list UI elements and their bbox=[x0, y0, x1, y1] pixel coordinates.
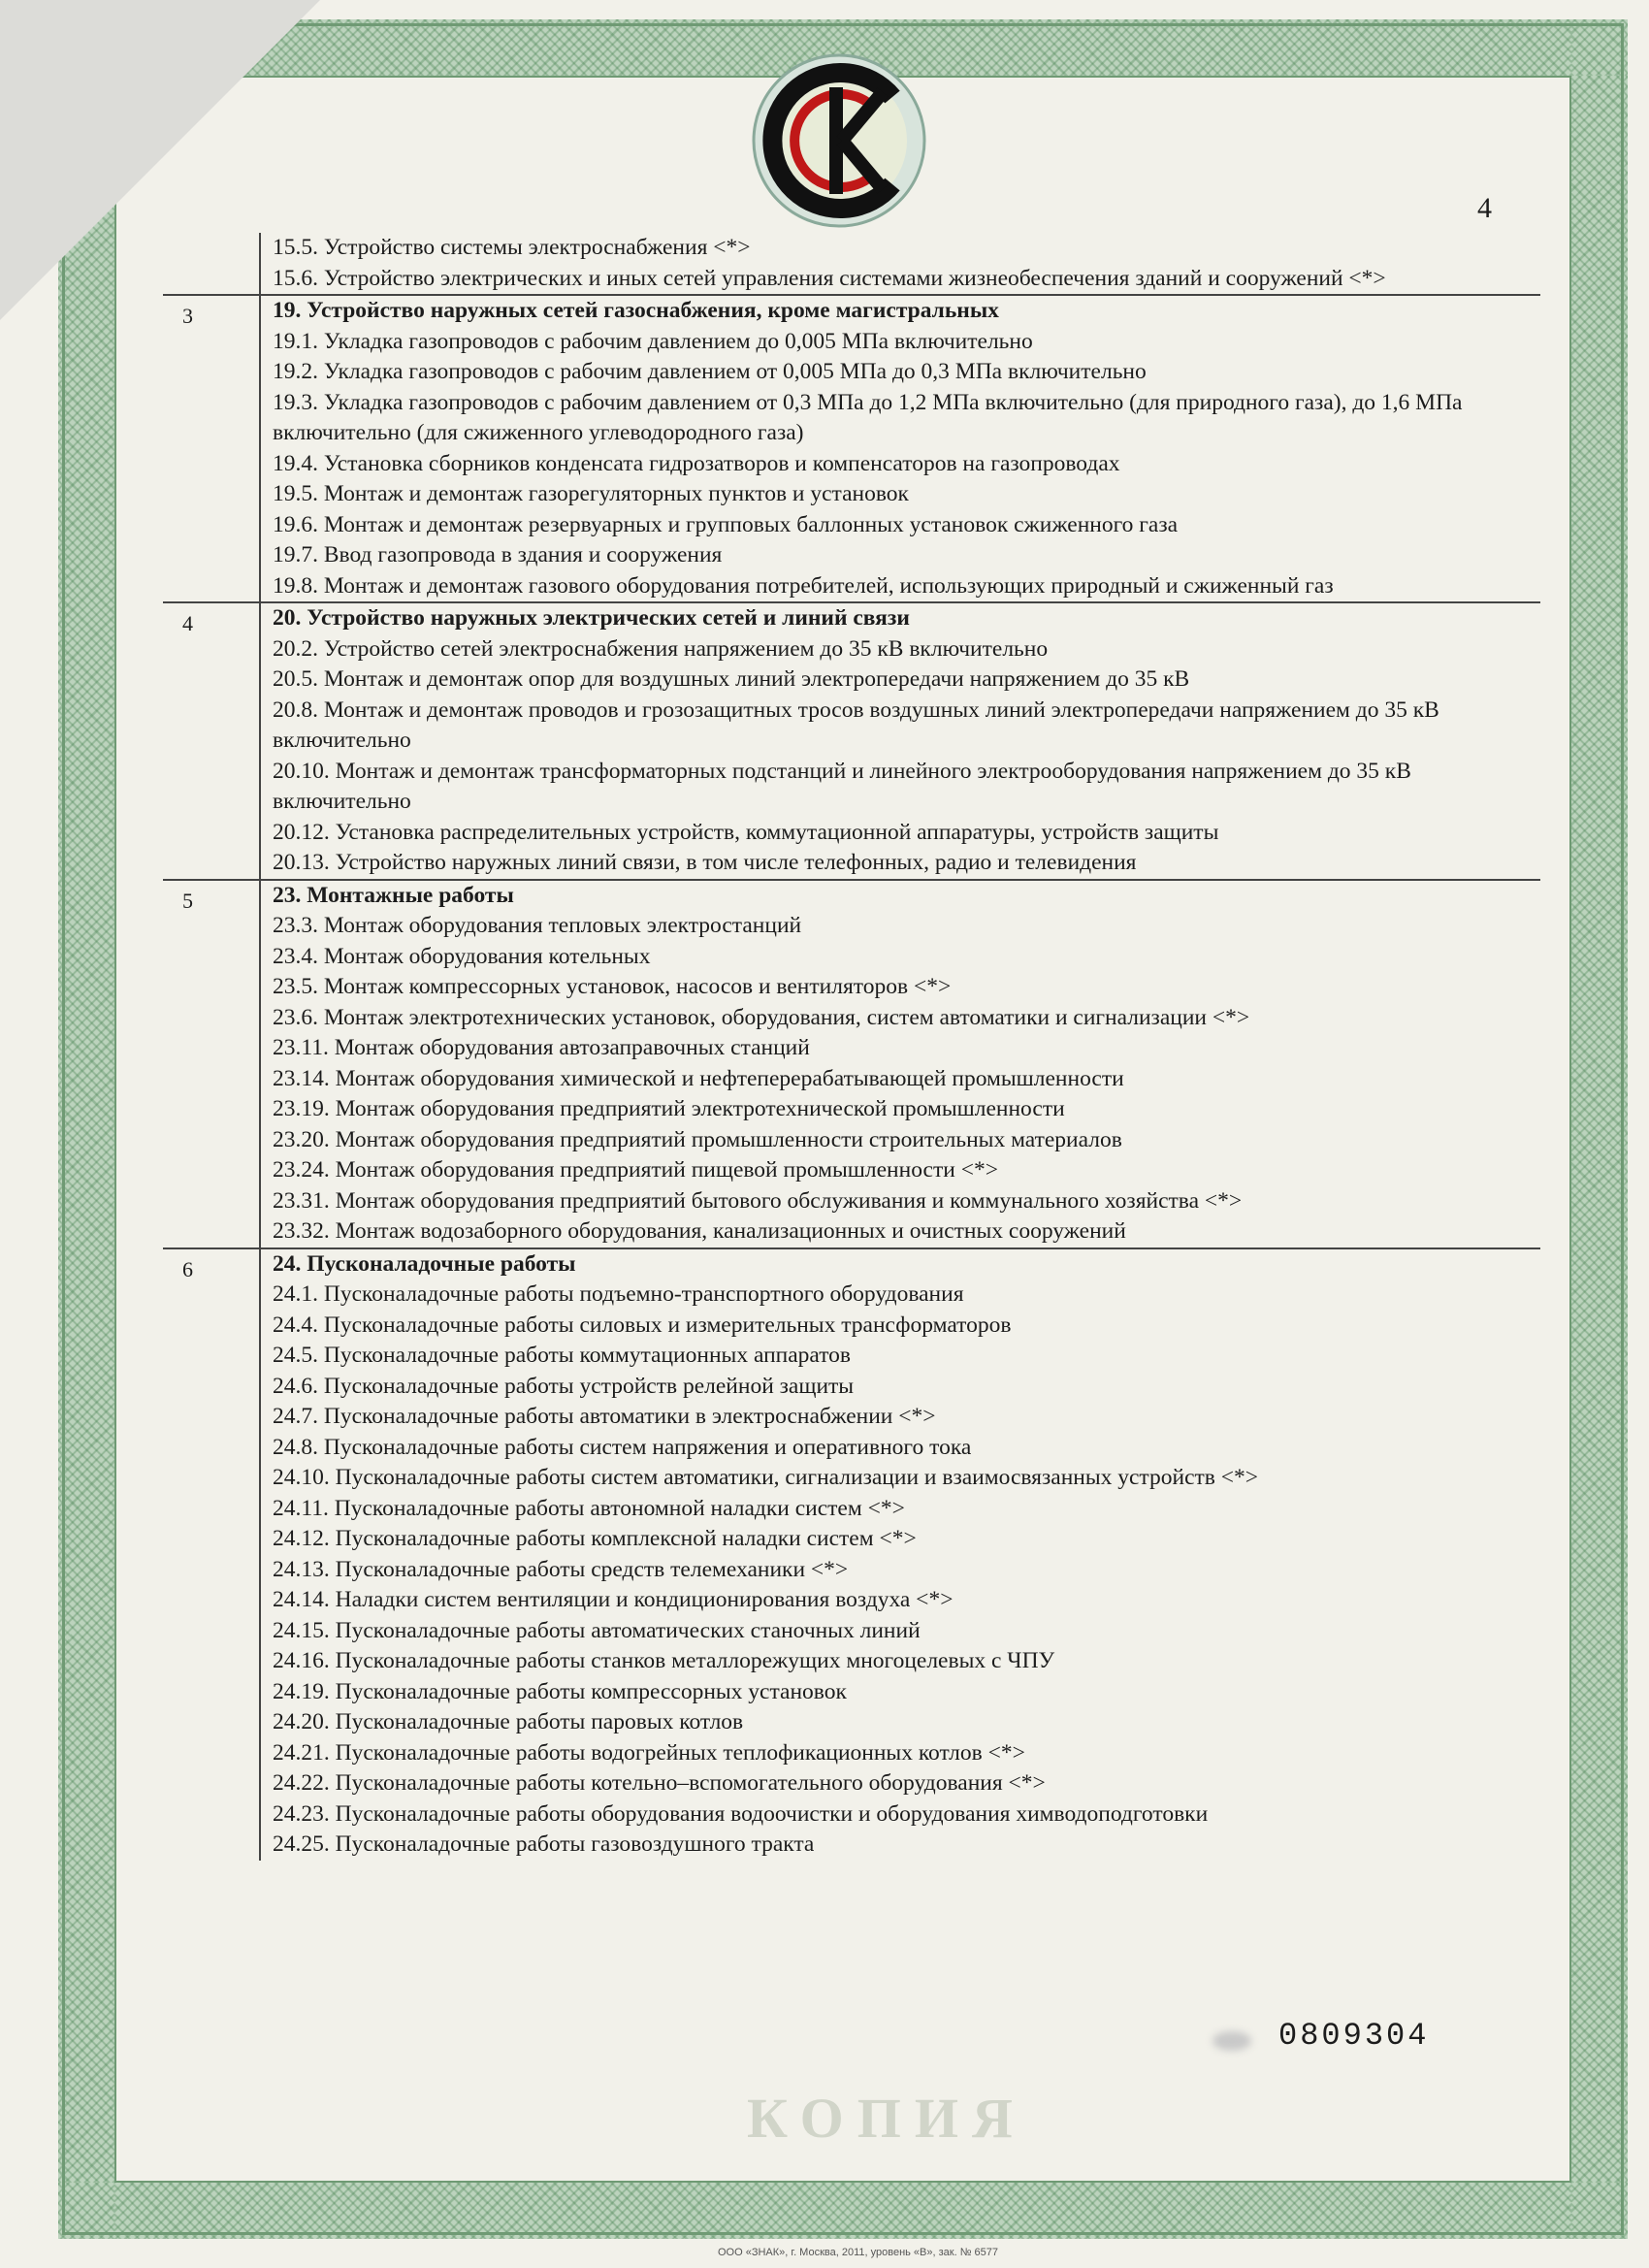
list-item: 24.19. Пусконаладочные работы компрессорных установок bbox=[273, 1678, 847, 1704]
list-item: 24.22. Пусконаладочные работы котельно–вспомогательного оборудования <*> bbox=[273, 1770, 1046, 1796]
list-item: 24.16. Пусконаладочные работы станков металлорежущих многоцелевых с ЧПУ bbox=[273, 1648, 1055, 1673]
section-title: 23. Монтажные работы bbox=[273, 882, 514, 908]
list-item: 20.8. Монтаж и демонтаж проводов и грозозащитных тросов воздушных линий электропередачи напряжением до 35 кВ включительно bbox=[273, 697, 1439, 753]
list-item: 24.8. Пусконаладочные работы систем напряжения и оперативного тока bbox=[273, 1434, 972, 1460]
list-item: 23.5. Монтаж компрессорных установок, насосов и вентиляторов <*> bbox=[273, 974, 952, 999]
row-body-cell bbox=[260, 295, 1540, 602]
row-number: 6 bbox=[163, 1248, 260, 1861]
list-item: 24.14. Наладки систем вентиляции и кондиционирования воздуха <*> bbox=[273, 1587, 954, 1612]
row-number: 4 bbox=[163, 602, 260, 880]
section-title: 20. Устройство наружных электрических сетей и линий связи bbox=[273, 605, 910, 631]
list-item: 24.12. Пусконаладочные работы комплексной наладки систем <*> bbox=[273, 1526, 917, 1551]
list-item: 20.13. Устройство наружных линий связи, в том числе телефонных, радио и телевидения bbox=[273, 850, 1137, 875]
list-item: 23.31. Монтаж оборудования предприятий бытового обслуживания и коммунального хозяйства <*> bbox=[273, 1187, 1243, 1214]
list-item: 24.20. Пусконаладочные работы паровых котлов bbox=[273, 1709, 744, 1734]
row-body-cell bbox=[260, 233, 1540, 295]
list-item: 20.12. Установка распределительных устройств, коммутационной аппаратуры, устройств защиты bbox=[273, 819, 1219, 845]
list-item: 19.1. Укладка газопроводов с рабочим давлением до 0,005 МПа включительно bbox=[273, 328, 1033, 354]
printer-footer: ООО «ЗНАК», г. Москва, 2011, уровень «В», зак. № 6577 bbox=[718, 2247, 999, 2258]
list-item: 23.14. Монтаж оборудования химической и нефтеперерабатывающей промышленности bbox=[273, 1065, 1124, 1091]
list-item: 24.25. Пусконаладочные работы газовоздушного тракта bbox=[273, 1831, 815, 1857]
table-row bbox=[163, 233, 1540, 295]
list-item: 19.5. Монтаж и демонтаж газорегуляторных пунктов и установок bbox=[273, 481, 909, 506]
section-title: 19. Устройство наружных сетей газоснабжения, кроме магистральных bbox=[273, 298, 999, 323]
activities-table bbox=[163, 233, 1540, 1861]
list-item: 24.4. Пусконаладочные работы силовых и измерительных трансформаторов bbox=[273, 1312, 1012, 1338]
list-item: 24.15. Пусконаладочные работы автоматических станочных линий bbox=[273, 1617, 921, 1643]
list-item: 23.19. Монтаж оборудования предприятий электротехнической промышленности bbox=[273, 1096, 1065, 1121]
row-body-cell bbox=[260, 1248, 1540, 1861]
page-number: 4 bbox=[1477, 192, 1492, 224]
list-item: 23.6. Монтаж электротехнических установок, оборудования, систем автоматики и сигнализации <*> bbox=[273, 1004, 1250, 1030]
row-number: 5 bbox=[163, 880, 260, 1248]
list-item: 23.3. Монтаж оборудования тепловых электростанций bbox=[273, 913, 802, 938]
table-row bbox=[163, 602, 1540, 880]
list-item: 19.2. Укладка газопроводов с рабочим давлением от 0,005 МПа до 0,3 МПа включительно bbox=[273, 359, 1147, 384]
table-row bbox=[163, 1248, 1540, 1861]
list-item: 15.6. Устройство электрических и иных сетей управления системами жизнеобеспечения зданий и сооружений <*> bbox=[273, 265, 1386, 291]
ink-smudge bbox=[1212, 2031, 1251, 2051]
list-item: 23.24. Монтаж оборудования предприятий пищевой промышленности <*> bbox=[273, 1157, 998, 1183]
list-item: 24.21. Пусконаладочные работы водогрейных теплофикационных котлов <*> bbox=[273, 1739, 1025, 1766]
copy-watermark: КОПИЯ bbox=[747, 2087, 1026, 2150]
list-item: 15.5. Устройство системы электроснабжения <*> bbox=[273, 235, 751, 260]
list-item: 19.4. Установка сборников конденсата гидрозатворов и компенсаторов на газопроводах bbox=[273, 450, 1120, 476]
list-item: 20.2. Устройство сетей электроснабжения напряжением до 35 кВ включительно bbox=[273, 635, 1049, 662]
serial-number: 0809304 bbox=[1278, 2018, 1430, 2054]
list-item: 19.7. Ввод газопровода в здания и сооружения bbox=[273, 542, 723, 567]
list-item: 24.7. Пусконаладочные работы автоматики в электроснабжении <*> bbox=[273, 1404, 936, 1429]
section-title: 24. Пусконаладочные работы bbox=[273, 1250, 576, 1277]
list-item: 24.6. Пусконаладочные работы устройств релейной защиты bbox=[273, 1373, 855, 1399]
list-item: 24.10. Пусконаладочные работы систем автоматики, сигнализации и взаимосвязанных устройств <*> bbox=[273, 1465, 1258, 1490]
list-item: 20.10. Монтаж и демонтаж трансформаторных подстанций и линейного электрооборудования напряжением до 35 кВ включительно bbox=[273, 758, 1411, 814]
row-number-cell bbox=[163, 233, 260, 295]
logo-emblem bbox=[747, 49, 931, 233]
list-item: 19.8. Монтаж и демонтаж газового оборудования потребителей, использующих природный и сжиженный газ bbox=[273, 572, 1334, 599]
table-row bbox=[163, 295, 1540, 602]
row-body-cell bbox=[260, 880, 1540, 1248]
table-row bbox=[163, 880, 1540, 1248]
row-number: 3 bbox=[163, 295, 260, 602]
list-item: 19.6. Монтаж и демонтаж резервуарных и групповых баллонных установок сжиженного газа bbox=[273, 511, 1179, 537]
list-item: 20.5. Монтаж и демонтаж опор для воздушных линий электропередачи напряжением до 35 кВ bbox=[273, 666, 1190, 692]
list-item: 23.20. Монтаж оборудования предприятий промышленности строительных материалов bbox=[273, 1126, 1122, 1152]
list-item: 24.5. Пусконаладочные работы коммутационных аппаратов bbox=[273, 1343, 852, 1368]
list-item: 23.32. Монтаж водозаборного оборудования, канализационных и очистных сооружений bbox=[273, 1218, 1126, 1244]
list-item: 23.11. Монтаж оборудования автозаправочных станций bbox=[273, 1035, 810, 1060]
list-item: 19.3. Укладка газопроводов с рабочим давлением от 0,3 МПа до 1,2 МПа включительно (для природного газа), до 1,6 МПа включительно (для сжиженного углеводородного газа) bbox=[273, 389, 1463, 445]
list-item: 24.23. Пусконаладочные работы оборудования водоочистки и оборудования химводоподготовки bbox=[273, 1800, 1209, 1827]
list-item: 24.13. Пусконаладочные работы средств телемеханики <*> bbox=[273, 1556, 849, 1582]
list-item: 24.11. Пусконаладочные работы автономной наладки систем <*> bbox=[273, 1495, 905, 1521]
row-body-cell bbox=[260, 602, 1540, 880]
list-item: 24.1. Пусконаладочные работы подъемно-транспортного оборудования bbox=[273, 1281, 964, 1307]
list-item: 23.4. Монтаж оборудования котельных bbox=[273, 943, 651, 969]
